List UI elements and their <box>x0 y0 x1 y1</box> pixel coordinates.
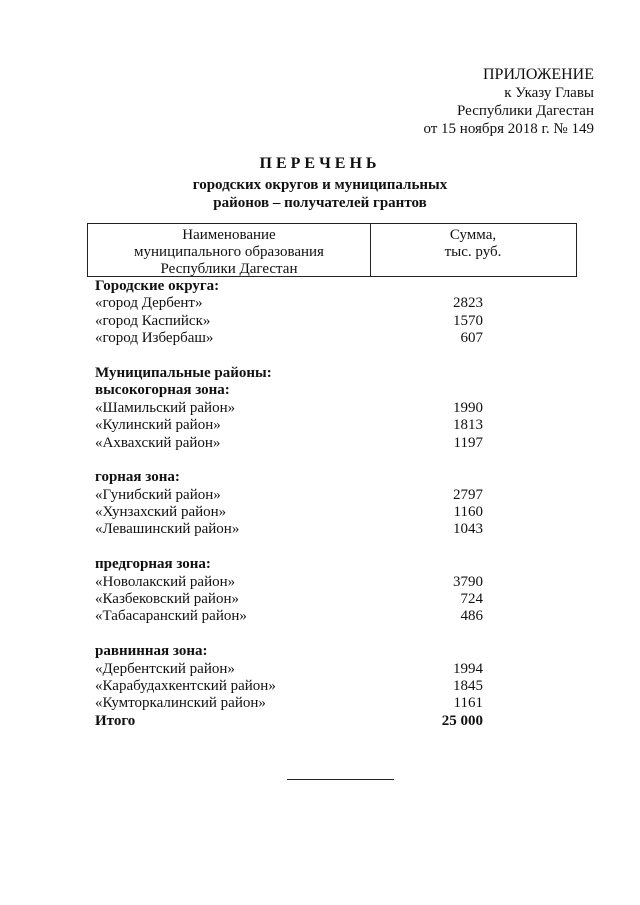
row-name: «Табасаранский район» <box>95 608 247 625</box>
row-name: «Левашинский район» <box>95 521 240 538</box>
table-row <box>95 591 495 608</box>
row-name: Муниципальные районы: <box>95 364 272 381</box>
subtitle-line: городских округов и муниципальных <box>192 177 448 193</box>
document-title: ПЕРЕЧЕНЬ <box>259 155 381 172</box>
row-amount: 607 <box>460 330 483 347</box>
header-text: тыс. руб. <box>444 244 502 260</box>
section-row <box>95 278 495 295</box>
row-gap <box>95 348 495 365</box>
table-body <box>95 278 495 730</box>
header-name-column <box>88 227 370 278</box>
row-name: предгорная зона: <box>95 556 211 573</box>
row-name: «Новолакский район» <box>95 573 236 590</box>
row-name: «город Дербент» <box>95 295 203 312</box>
row-name: «город Избербаш» <box>95 330 214 347</box>
row-amount: 486 <box>460 608 483 625</box>
header-text: муниципального образования <box>134 244 324 260</box>
row-name: «Карабудахкентский район» <box>95 677 276 694</box>
row-amount: 3790 <box>453 573 483 590</box>
row-amount: 1990 <box>453 399 483 416</box>
section-row <box>95 382 495 399</box>
table-row <box>95 417 495 434</box>
table-row <box>95 521 495 538</box>
table-row <box>95 400 495 417</box>
row-gap <box>95 452 495 469</box>
header-text: Республики Дагестан <box>160 261 298 277</box>
row-name: «Кулинский район» <box>95 417 221 434</box>
header-amount-column <box>370 227 576 261</box>
table-row <box>95 313 495 330</box>
row-amount: 1160 <box>453 504 483 521</box>
subtitle-line: районов – получателей грантов <box>213 195 427 211</box>
section-row <box>95 643 495 660</box>
end-rule <box>287 779 394 780</box>
table-row <box>95 574 495 591</box>
table-row <box>95 504 495 521</box>
row-name: Итого <box>95 712 136 729</box>
row-name: «Дербентский район» <box>95 660 235 677</box>
appendix-heading: ПРИЛОЖЕНИЕ <box>482 66 594 83</box>
table-row <box>95 608 495 625</box>
row-name: «город Каспийск» <box>95 312 211 329</box>
table-row <box>95 435 495 452</box>
header-text: Сумма, <box>449 227 497 243</box>
row-amount: 1994 <box>453 660 483 677</box>
row-name: «Хунзахский район» <box>95 504 227 521</box>
row-name: равнинная зона: <box>95 643 208 660</box>
row-amount: 1197 <box>453 434 483 451</box>
row-name: Городские округа: <box>95 278 220 294</box>
row-name: «Казбековский район» <box>95 591 239 608</box>
row-name: «Ахвахский район» <box>95 434 221 451</box>
row-gap <box>95 539 495 556</box>
document-subtitle <box>0 176 640 212</box>
row-name: «Гунибский район» <box>95 486 221 503</box>
row-amount: 1570 <box>453 312 483 329</box>
row-name: высокогорная зона: <box>95 382 230 399</box>
row-name: «Шамильский район» <box>95 399 236 416</box>
row-amount: 2823 <box>453 295 483 312</box>
appendix-line: Республики Дагестан <box>457 103 594 119</box>
appendix-line: к Указу Главы <box>504 85 594 101</box>
row-amount: 1043 <box>453 521 483 538</box>
header-text: Наименование <box>182 227 276 243</box>
row-amount: 1813 <box>453 417 483 434</box>
row-amount: 1161 <box>453 695 483 712</box>
row-name: «Кумторкалинский район» <box>95 695 266 712</box>
row-amount: 25 000 <box>441 712 483 729</box>
row-gap <box>95 626 495 643</box>
appendix-block <box>423 66 594 138</box>
appendix-date: от 15 ноября 2018 г. № 149 <box>423 121 594 137</box>
row-amount: 1845 <box>453 677 483 694</box>
section-row <box>95 365 495 382</box>
section-row <box>95 556 495 573</box>
table-row <box>95 678 495 695</box>
table-row <box>95 695 495 712</box>
section-row <box>95 713 495 730</box>
table-row <box>95 295 495 312</box>
section-row <box>95 469 495 486</box>
table-row <box>95 330 495 347</box>
table-row <box>95 487 495 504</box>
table-header <box>87 223 577 277</box>
row-name: горная зона: <box>95 469 180 486</box>
row-amount: 724 <box>460 591 483 608</box>
table-row <box>95 661 495 678</box>
row-amount: 2797 <box>453 486 483 503</box>
